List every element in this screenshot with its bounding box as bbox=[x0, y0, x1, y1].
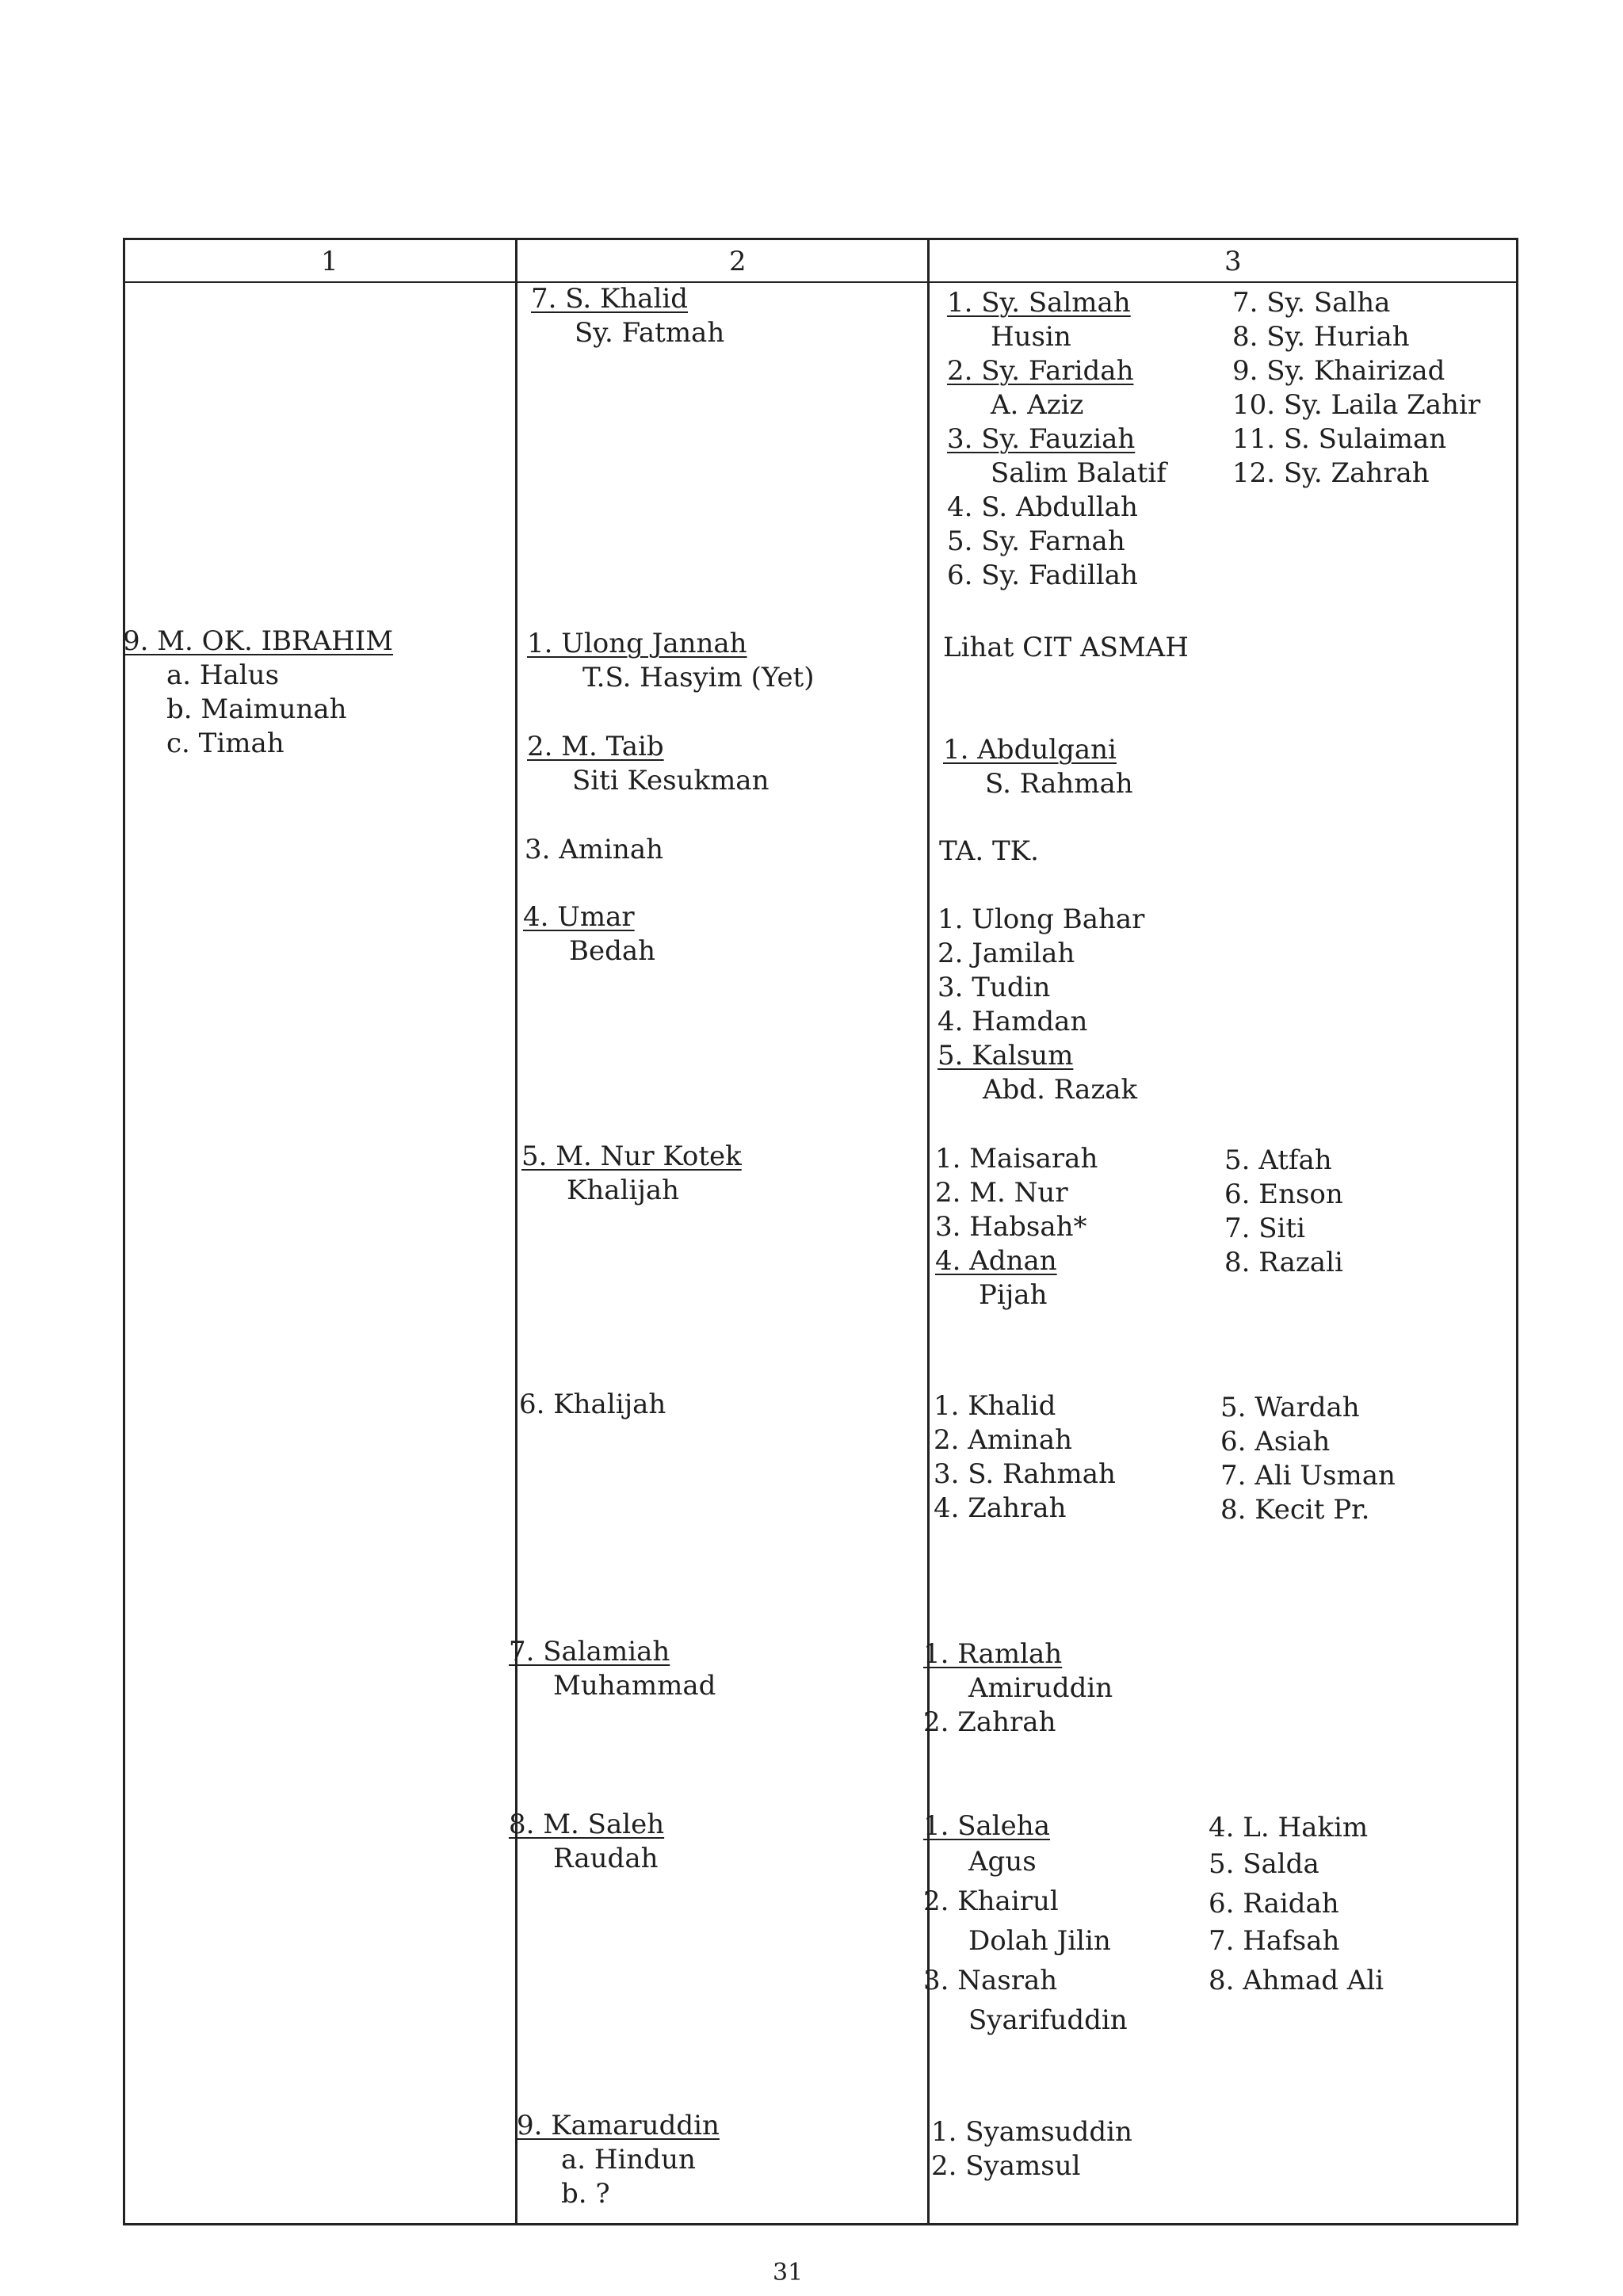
col3-entry: 2. Jamilah bbox=[938, 938, 1075, 969]
col2-entry: 4. Umar bbox=[523, 901, 635, 933]
col3-entry: 10. Sy. Laila Zahir bbox=[1232, 389, 1481, 421]
col3-entry: 5. Salda bbox=[1209, 1848, 1319, 1880]
col3-entry: 6. Raidah bbox=[1209, 1888, 1339, 1920]
col3-entry: 4. L. Hakim bbox=[1209, 1812, 1369, 1843]
col3-entry: 5. Kalsum bbox=[938, 1040, 1074, 1072]
col3-entry: 3. Nasrah bbox=[923, 1965, 1058, 1996]
col2-entry: 9. Kamaruddin bbox=[517, 2110, 720, 2141]
col3-entry: 1. Sy. Salmah bbox=[947, 287, 1131, 319]
col2-entry: 2. M. Taib bbox=[527, 731, 664, 762]
col3-entry: 1. Saleha bbox=[923, 1810, 1050, 1842]
col2-spouse: Khalijah bbox=[567, 1175, 680, 1206]
col3-entry: 2. Sy. Faridah bbox=[947, 355, 1134, 387]
col3-spouse: A. Aziz bbox=[991, 389, 1084, 421]
col3-entry: 4. S. Abdullah bbox=[947, 491, 1138, 523]
col1-wife: b. Maimunah bbox=[166, 693, 347, 725]
col3-entry: 1. Maisarah bbox=[935, 1143, 1098, 1175]
col1-wife: a. Halus bbox=[166, 659, 280, 691]
col3-entry: 6. Sy. Fadillah bbox=[947, 560, 1138, 591]
col3-entry: 7. Hafsah bbox=[1209, 1925, 1340, 1957]
col3-entry: 5. Atfah bbox=[1224, 1144, 1332, 1176]
col3-entry: 7. Ali Usman bbox=[1220, 1460, 1396, 1492]
col3-entry: 6. Asiah bbox=[1220, 1426, 1331, 1457]
col3-entry: 7. Sy. Salha bbox=[1232, 287, 1391, 319]
col3-entry: 2. M. Nur bbox=[935, 1177, 1068, 1209]
col2-spouse: T.S. Hasyim (Yet) bbox=[582, 662, 815, 693]
col3-entry: 1. Syamsuddin bbox=[931, 2116, 1132, 2148]
col2-spouse: Siti Kesukman bbox=[572, 765, 769, 797]
col2-spouse: b. ? bbox=[561, 2178, 610, 2210]
col3-entry: 2. Zahrah bbox=[923, 1706, 1056, 1738]
col3-entry: 11. S. Sulaiman bbox=[1232, 423, 1447, 455]
column-divider-2 bbox=[927, 238, 930, 2223]
col3-entry: 8. Sy. Huriah bbox=[1232, 321, 1410, 353]
col3-entry: 1. Khalid bbox=[934, 1390, 1056, 1422]
col3-entry: 1. Ulong Bahar bbox=[938, 904, 1145, 935]
col3-entry: 2. Aminah bbox=[934, 1424, 1072, 1456]
col1-wife: c. Timah bbox=[166, 728, 285, 759]
col3-entry: 1. Ramlah bbox=[923, 1638, 1063, 1670]
col3-entry: 3. Habsah* bbox=[935, 1211, 1087, 1243]
col3-spouse: Syarifuddin bbox=[968, 2004, 1128, 2036]
col3-entry: 3. Sy. Fauziah bbox=[947, 423, 1136, 455]
col3-entry: 4. Zahrah bbox=[934, 1492, 1067, 1524]
col2-entry: 8. M. Saleh bbox=[509, 1809, 665, 1840]
col3-spouse: Abd. Razak bbox=[983, 1074, 1138, 1106]
col3-spouse: Pijah bbox=[979, 1279, 1048, 1311]
col3-entry: 3. S. Rahmah bbox=[934, 1458, 1116, 1490]
col3-entry: 2. Syamsul bbox=[931, 2150, 1081, 2182]
column-header-3: 3 bbox=[1224, 246, 1242, 277]
col3-spouse: Salim Balatif bbox=[991, 457, 1167, 489]
col3-entry: 7. Siti bbox=[1224, 1213, 1305, 1244]
col3-spouse: Amiruddin bbox=[968, 1672, 1113, 1704]
col2-entry: 3. Aminah bbox=[525, 834, 663, 865]
col3-reference: Lihat CIT ASMAH bbox=[943, 632, 1189, 663]
header-bottom-rule bbox=[123, 281, 1516, 283]
col2-spouse: Sy. Fatmah bbox=[575, 317, 725, 349]
col2-spouse: Raudah bbox=[553, 1843, 659, 1874]
table-top-rule bbox=[123, 238, 1516, 240]
page-number: 31 bbox=[773, 2259, 804, 2286]
col2-entry: 1. Ulong Jannah bbox=[527, 628, 747, 659]
column-divider-1 bbox=[515, 238, 517, 2223]
column-header-2: 2 bbox=[729, 246, 747, 277]
col3-spouse: S. Rahmah bbox=[985, 768, 1133, 800]
col2-entry: 6. Khalijah bbox=[519, 1389, 666, 1420]
col3-entry: 8. Kecit Pr. bbox=[1220, 1494, 1370, 1526]
col2-entry: 7. Salamiah bbox=[509, 1636, 670, 1668]
col3-note: TA. TK. bbox=[939, 835, 1039, 867]
col3-entry: 4. Adnan bbox=[935, 1245, 1057, 1277]
col3-spouse: Dolah Jilin bbox=[968, 1925, 1111, 1957]
col2-entry: 7. S. Khalid bbox=[531, 283, 689, 315]
col2-entry: 5. M. Nur Kotek bbox=[521, 1140, 742, 1172]
col3-entry: 3. Tudin bbox=[938, 972, 1051, 1003]
col3-entry: 12. Sy. Zahrah bbox=[1232, 457, 1430, 489]
col3-entry: 1. Abdulgani bbox=[943, 734, 1117, 766]
col3-entry: 8. Razali bbox=[1224, 1247, 1343, 1278]
col2-spouse: a. Hindun bbox=[561, 2144, 696, 2176]
col3-entry: 2. Khairul bbox=[923, 1885, 1059, 1917]
column-header-1: 1 bbox=[321, 246, 338, 277]
col3-spouse: Agus bbox=[968, 1846, 1037, 1878]
col3-entry: 5. Wardah bbox=[1220, 1392, 1360, 1423]
col2-spouse: Bedah bbox=[569, 935, 656, 967]
col3-entry: 5. Sy. Farnah bbox=[947, 525, 1125, 557]
col3-spouse: Husin bbox=[991, 321, 1071, 353]
col3-entry: 9. Sy. Khairizad bbox=[1232, 355, 1445, 387]
col3-entry: 8. Ahmad Ali bbox=[1209, 1965, 1384, 1996]
col2-spouse: Muhammad bbox=[553, 1670, 716, 1702]
col1-title: 9. M. OK. IBRAHIM bbox=[123, 625, 394, 657]
col3-entry: 6. Enson bbox=[1224, 1179, 1343, 1210]
col3-entry: 4. Hamdan bbox=[938, 1006, 1088, 1037]
